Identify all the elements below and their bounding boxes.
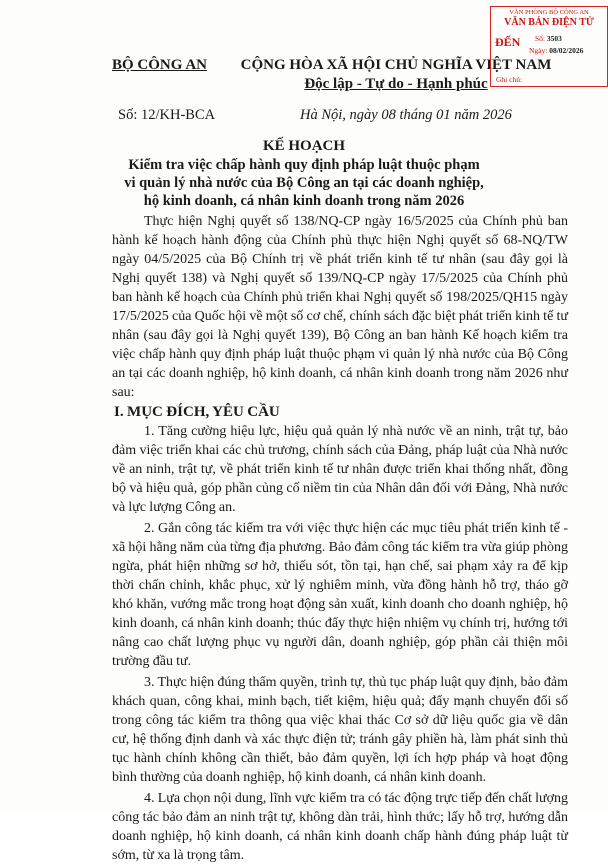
- document-title: KẾ HOẠCH: [262, 138, 346, 154]
- stamp-ngay-label: Ngày:: [529, 46, 548, 55]
- item-paragraph: 4. Lựa chọn nội dung, lĩnh vực kiểm tra có tác động trực tiếp đến chất lượng công tác bảo đảm an ninh trật tự, không dàn trải, hình thức; lấy hỗ trợ, hướng dẫn doanh nghiệp, hộ kinh doanh, cá nhân kinh doanh chấp hành đúng pháp luật từ sớm, từ xa là trọng tâm.: [112, 791, 568, 863]
- stamp-so-value: 3503: [546, 34, 562, 43]
- document-subtitle: Kiểm tra việc chấp hành quy định pháp luật thuộc phạm vi quản lý nhà nước của Bộ Công an tại các doanh nghiệp, hộ kinh doanh, cá nhân kinh doanh trong năm 2026: [124, 157, 484, 209]
- stamp-office: VĂN PHÒNG BỘ CÔNG AN: [509, 9, 589, 16]
- national-title: CỘNG HÒA XÃ HỘI CHỦ NGHĨA VIỆT NAM: [240, 57, 552, 73]
- national-motto: Độc lập - Tự do - Hạnh phúc: [304, 76, 488, 92]
- item-paragraph: 3. Thực hiện đúng thẩm quyền, trình tự, thủ tục pháp luật quy định, bảo đảm khách quan, công khai, minh bạch, tiết kiệm, hiệu quả; đẩy mạnh chuyển đổi số trong công tác kiểm tra thông qua việc khai thác Cơ sở dữ liệu quốc gia về dân cư, hệ thống định danh và xác thực điện tử; tránh gây phiền hà, làm phát sinh thủ tục hành chính không cần thiết, bảo đảm quyền, lợi ích hợp pháp và hoạt động bình thường của doanh nghiệp, hộ kinh doanh, cá nhân kinh doanh.: [112, 675, 568, 785]
- item-paragraph: 2. Gắn công tác kiểm tra với việc thực hiện các mục tiêu phát triển kinh tế - xã hội hằng năm của từng địa phương. Bảo đảm công tác kiểm tra vừa giúp phòng ngừa, phát hiện những sơ hở, thiếu sót, tồn tại, hạn chế, sai phạm xảy ra để kịp thời chấn chỉnh, khắc phục, xử lý nghiêm minh, vừa đồng hành hỗ trợ, tháo gỡ khó khăn, vướng mắc trong hoạt động sản xuất, kinh doanh cho doanh nghiệp, hộ kinh doanh, cá nhân kinh doanh; thúc đẩy thực hiện nhiệm vụ chính trị, hướng tới nâng cao chất lượng phục vụ người dân, doanh nghiệp, góp phần cải thiện môi trường đầu tư.: [112, 521, 568, 669]
- section-heading: I. MỤC ĐÍCH, YÊU CẦU: [114, 404, 280, 420]
- item-paragraph: 1. Tăng cường hiệu lực, hiệu quả quản lý nhà nước về an ninh, trật tự, bảo đảm việc triển khai các chủ trương, chính sách của Đảng, pháp luật của Nhà nước về an ninh, trật tự, về phát triển kinh tế tư nhân được triển khai thống nhất, đồng bộ và hiệu quả, góp phần củng cố niềm tin của Nhân dân đối với Đảng, Nhà nước và lực lượng Công an.: [112, 424, 568, 515]
- stamp-so-label: Số:: [535, 34, 546, 43]
- document-body: [112, 212, 568, 865]
- stamp-ngay-value: 08/02/2026: [549, 46, 584, 55]
- place-date: Hà Nội, ngày 08 tháng 01 năm 2026: [300, 107, 512, 123]
- stamp-type: VĂN BẢN ĐIỆN TỬ: [504, 17, 594, 28]
- received-stamp: [490, 6, 608, 87]
- document-number: Số: 12/KH-BCA: [118, 107, 216, 123]
- stamp-den: ĐẾN: [495, 35, 521, 49]
- issuing-organization: BỘ CÔNG AN: [112, 57, 208, 73]
- stamp-ghichu-label: Ghi chú:: [496, 75, 523, 84]
- intro-paragraph: Thực hiện Nghị quyết số 138/NQ-CP ngày 16/5/2025 của Chính phủ ban hành kế hoạch hành động của Chính phủ thực hiện Nghị quyết số 68-NQ/TW ngày 04/5/2025 của Bộ Chính trị về phát triển kinh tế tư nhân (sau đây gọi là Nghị quyết 138) và Nghị quyết số 139/NQ-CP ngày 17/5/2025 của Chính phủ ban hành kế hoạch của Chính phủ triển khai Nghị quyết số 198/2025/QH15 ngày 17/5/2025 của Quốc hội về một số cơ chế, chính sách đặc biệt phát triển kinh tế tư nhân (sau đây gọi là Nghị quyết 139), Bộ Công an ban hành Kế hoạch kiểm tra việc chấp hành quy định pháp luật thuộc phạm vi quản lý nhà nước của Bộ Công an tại các doanh nghiệp, hộ kinh doanh, cá nhân kinh doanh trong năm 2026 như sau:: [112, 214, 568, 400]
